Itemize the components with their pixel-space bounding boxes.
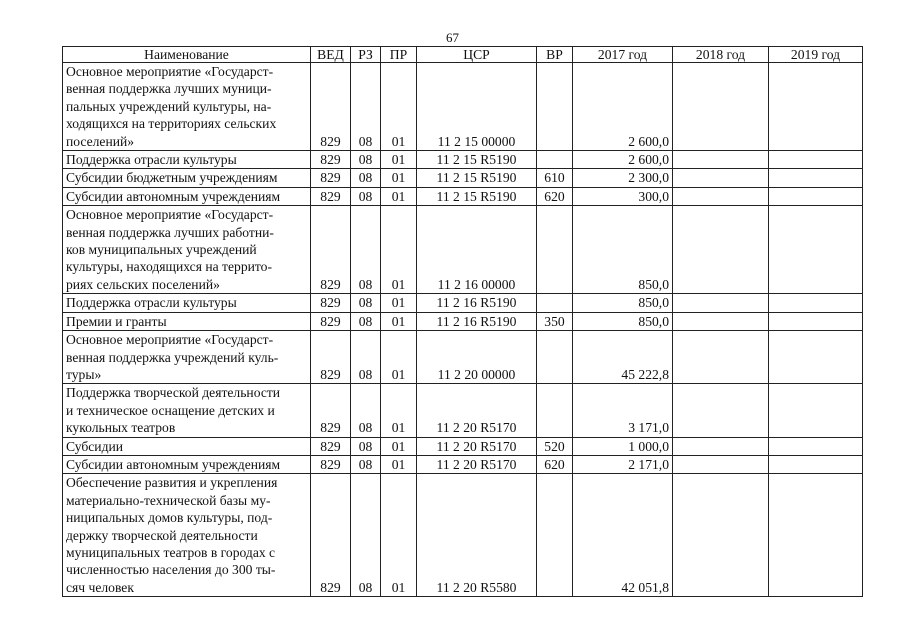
cell-csr: 11 2 16 R5190	[417, 312, 537, 330]
header-vr: ВР	[537, 47, 573, 63]
table-row	[63, 151, 863, 169]
table-row	[63, 187, 863, 205]
cell-2017: 45 222,8	[573, 331, 673, 384]
table-row	[63, 63, 863, 151]
cell-ved: 829	[311, 294, 351, 312]
cell-2018	[673, 474, 769, 597]
page-number: 67	[446, 30, 459, 45]
cell-rz: 08	[351, 294, 381, 312]
cell-2019	[769, 437, 863, 455]
cell-vr	[537, 384, 573, 437]
cell-rz: 08	[351, 437, 381, 455]
cell-name: Основное мероприятие «Государст- венная поддержка учреждений куль- туры»	[63, 331, 311, 384]
cell-2018	[673, 169, 769, 187]
cell-name: Премии и гранты	[63, 312, 311, 330]
table-row	[63, 312, 863, 330]
header-2018: 2018 год	[673, 47, 769, 63]
cell-csr: 11 2 20 R5170	[417, 384, 537, 437]
cell-csr: 11 2 16 R5190	[417, 294, 537, 312]
cell-csr: 11 2 16 00000	[417, 206, 537, 294]
cell-pr: 01	[381, 312, 417, 330]
cell-2019	[769, 294, 863, 312]
table-row	[63, 294, 863, 312]
table-row	[63, 455, 863, 473]
cell-pr: 01	[381, 474, 417, 597]
cell-rz: 08	[351, 474, 381, 597]
cell-rz: 08	[351, 455, 381, 473]
cell-name: Обеспечение развития и укрепления материально-технической базы му- ниципальных домов культуры, под- держку творческой деятельности муниципальных театров в городах с численностью населения до 300 ты- сяч человек	[63, 474, 311, 597]
cell-csr: 11 2 15 00000	[417, 63, 537, 151]
cell-csr: 11 2 20 R5170	[417, 437, 537, 455]
header-rz: РЗ	[351, 47, 381, 63]
cell-ved: 829	[311, 437, 351, 455]
cell-2017: 850,0	[573, 206, 673, 294]
cell-vr: 610	[537, 169, 573, 187]
cell-2019	[769, 169, 863, 187]
budget-table	[62, 46, 863, 597]
cell-vr	[537, 206, 573, 294]
cell-vr	[537, 474, 573, 597]
cell-ved: 829	[311, 187, 351, 205]
cell-pr: 01	[381, 63, 417, 151]
cell-vr: 520	[537, 437, 573, 455]
cell-2017: 2 600,0	[573, 63, 673, 151]
cell-name: Поддержка отрасли культуры	[63, 294, 311, 312]
cell-2018	[673, 437, 769, 455]
cell-2018	[673, 455, 769, 473]
cell-csr: 11 2 20 R5580	[417, 474, 537, 597]
cell-2019	[769, 151, 863, 169]
header-ved: ВЕД	[311, 47, 351, 63]
cell-2019	[769, 331, 863, 384]
cell-rz: 08	[351, 384, 381, 437]
header-csr: ЦСР	[417, 47, 537, 63]
table-header-row	[63, 47, 863, 63]
cell-2019	[769, 187, 863, 205]
table-row	[63, 384, 863, 437]
header-pr: ПР	[381, 47, 417, 63]
cell-pr: 01	[381, 187, 417, 205]
cell-ved: 829	[311, 63, 351, 151]
cell-ved: 829	[311, 455, 351, 473]
cell-rz: 08	[351, 312, 381, 330]
cell-name: Основное мероприятие «Государст- венная поддержка лучших муници- пальных учреждений культуры, на- ходящихся на территориях сельских поселений»	[63, 63, 311, 151]
cell-2018	[673, 187, 769, 205]
cell-vr	[537, 294, 573, 312]
cell-vr	[537, 151, 573, 169]
header-2019: 2019 год	[769, 47, 863, 63]
cell-2017: 1 000,0	[573, 437, 673, 455]
cell-name: Субсидии бюджетным учреждениям	[63, 169, 311, 187]
cell-name: Поддержка отрасли культуры	[63, 151, 311, 169]
cell-ved: 829	[311, 384, 351, 437]
cell-name: Субсидии автономным учреждениям	[63, 455, 311, 473]
cell-2018	[673, 384, 769, 437]
cell-2017: 300,0	[573, 187, 673, 205]
table-row	[63, 474, 863, 597]
cell-2018	[673, 331, 769, 384]
cell-ved: 829	[311, 151, 351, 169]
cell-2019	[769, 474, 863, 597]
cell-2018	[673, 151, 769, 169]
cell-pr: 01	[381, 294, 417, 312]
cell-ved: 829	[311, 169, 351, 187]
cell-2019	[769, 384, 863, 437]
cell-rz: 08	[351, 169, 381, 187]
cell-2017: 850,0	[573, 294, 673, 312]
cell-pr: 01	[381, 151, 417, 169]
cell-vr	[537, 331, 573, 384]
cell-rz: 08	[351, 187, 381, 205]
cell-pr: 01	[381, 331, 417, 384]
cell-2017: 2 300,0	[573, 169, 673, 187]
cell-csr: 11 2 15 R5190	[417, 151, 537, 169]
cell-2017: 2 600,0	[573, 151, 673, 169]
cell-csr: 11 2 15 R5190	[417, 187, 537, 205]
cell-2018	[673, 294, 769, 312]
cell-name: Субсидии	[63, 437, 311, 455]
table-row	[63, 437, 863, 455]
table-row	[63, 206, 863, 294]
cell-rz: 08	[351, 206, 381, 294]
cell-ved: 829	[311, 312, 351, 330]
header-name: Наименование	[63, 47, 311, 63]
cell-2018	[673, 312, 769, 330]
cell-2017: 3 171,0	[573, 384, 673, 437]
cell-2019	[769, 63, 863, 151]
cell-2019	[769, 455, 863, 473]
cell-vr	[537, 63, 573, 151]
cell-vr: 620	[537, 455, 573, 473]
header-2017: 2017 год	[573, 47, 673, 63]
cell-csr: 11 2 20 00000	[417, 331, 537, 384]
table-row	[63, 169, 863, 187]
cell-name: Поддержка творческой деятельности и техническое оснащение детских и кукольных театров	[63, 384, 311, 437]
cell-name: Основное мероприятие «Государст- венная поддержка лучших работни- ков муниципальных учреждений культуры, находящихся на террито- риях сельских поселений»	[63, 206, 311, 294]
cell-ved: 829	[311, 331, 351, 384]
cell-pr: 01	[381, 169, 417, 187]
cell-pr: 01	[381, 455, 417, 473]
table-body	[63, 63, 863, 597]
cell-name: Субсидии автономным учреждениям	[63, 187, 311, 205]
cell-pr: 01	[381, 437, 417, 455]
cell-rz: 08	[351, 63, 381, 151]
cell-csr: 11 2 15 R5190	[417, 169, 537, 187]
cell-pr: 01	[381, 206, 417, 294]
cell-2017: 850,0	[573, 312, 673, 330]
cell-2018	[673, 206, 769, 294]
cell-ved: 829	[311, 206, 351, 294]
cell-vr: 350	[537, 312, 573, 330]
cell-2017: 42 051,8	[573, 474, 673, 597]
cell-rz: 08	[351, 331, 381, 384]
cell-ved: 829	[311, 474, 351, 597]
cell-2017: 2 171,0	[573, 455, 673, 473]
cell-2019	[769, 312, 863, 330]
cell-2019	[769, 206, 863, 294]
cell-2018	[673, 63, 769, 151]
cell-pr: 01	[381, 384, 417, 437]
cell-csr: 11 2 20 R5170	[417, 455, 537, 473]
cell-rz: 08	[351, 151, 381, 169]
cell-vr: 620	[537, 187, 573, 205]
table-row	[63, 331, 863, 384]
